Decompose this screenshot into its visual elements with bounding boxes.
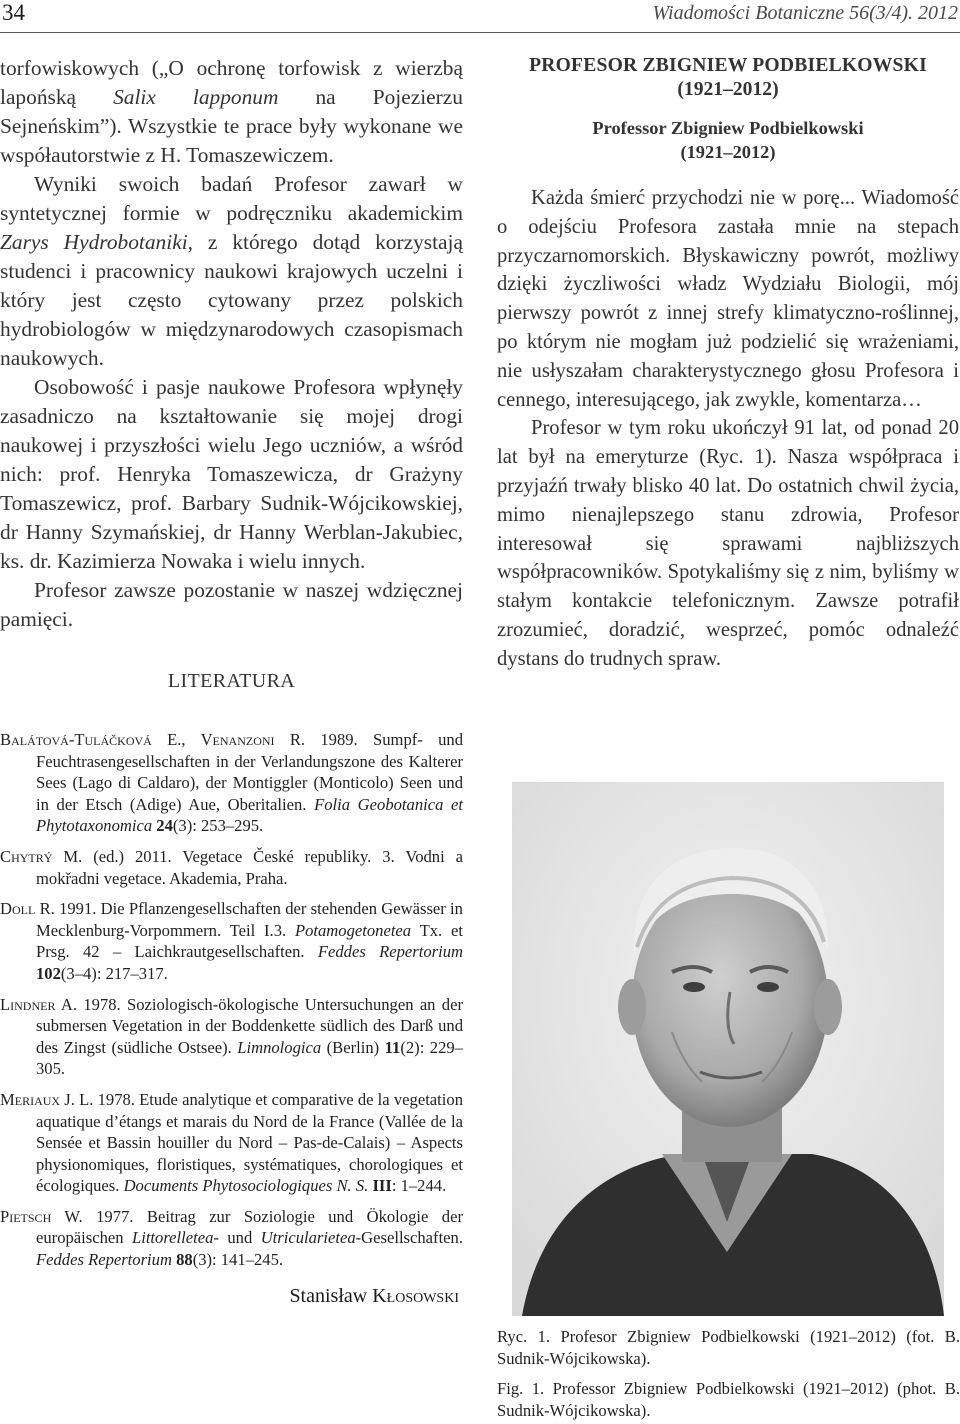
portrait-illustration xyxy=(512,782,944,1316)
reference-item: Meriaux J. L. 1978. Etude analytique et comparative de la vegetation aquatique d’étangs et marais du Nord de la France (Vallée de la Sensée et Bassin houiller du Nord – Pas-de-Calais) – Aspects physionomiques, floristiques, systématiques, chorologiques et écologiques. Documents Phytosociologiques N. S. III: 1–244. xyxy=(0,1089,463,1196)
title-polish: PROFESOR ZBIGNIEW PODBIELKOWSKI xyxy=(529,55,927,76)
reference-item: Lindner A. 1978. Soziologisch-ökologische Untersuchungen an der submersen Vegetation in der Boddenkette südlich des Darß und des Zingst (südliche Ostsee). Limnologica (Berlin) 11(2): 229–305. xyxy=(0,994,463,1079)
figure-caption-english: Fig. 1. Professor Zbigniew Podbielkowski (1921–2012) (phot. B. Sudnik-Wójcikowska). xyxy=(497,1379,960,1420)
left-body-text xyxy=(0,54,463,634)
dates-polish: (1921–2012) xyxy=(677,79,779,100)
paragraph-4: Profesor zawsze pozostanie w naszej wdzięcznej pamięci. xyxy=(0,578,463,631)
right-body-text xyxy=(497,184,959,674)
reference-item: Balátová-Tuláčková E., Venanzoni R. 1989. Sumpf- und Feuchtrasengesellschaften in der Verlandungszone des Kalterer Sees (Lago di Caldaro), der Montiggler (Monticolo) Seen und in der Etsch (Adige) Aue, Oberitalien. Folia Geobotanica et Phytotaxonomica 24(3): 253–295. xyxy=(0,730,463,836)
reference-item: Chytrý M. (ed.) 2011. Vegetace České republiky. 3. Vodni a mokřadni vegetace. Akademia, Praha. xyxy=(0,846,464,888)
dates-english: (1921–2012) xyxy=(680,142,776,162)
running-header xyxy=(0,0,960,28)
figure-caption-polish: Ryc. 1. Profesor Zbigniew Podbielkowski (1921–2012) (fot. B. Sudnik-Wójcikowska). xyxy=(497,1327,960,1368)
portrait-photo xyxy=(512,782,944,1316)
left-column xyxy=(0,54,463,1308)
author-signature: Stanisław Kłosowski xyxy=(289,1284,459,1307)
page-number: 34 xyxy=(2,0,25,25)
reference-item: Doll R. 1991. Die Pflanzengesellschaften der stehenden Gewässer in Mecklenburg-Vorpommern. Teil I.3. Potamogetonetea Tx. et Prsg. 42 – Laichkrautgesellschaften. Feddes Repertorium 102(3–4): 217–317. xyxy=(0,899,463,983)
paragraph-1: torfowiskowych („O ochronę torfowisk z wierzbą lapońską Salix lapponum na Pojezierzu Sejneńskim”). Wszystkie te prace były wykonane we współautorstwie z H. Tomaszewiczem. xyxy=(0,56,463,167)
journal-citation: Wiadomości Botaniczne 56(3/4). 2012 xyxy=(652,2,958,24)
right-column xyxy=(497,54,959,674)
paragraph-3: Osobowość i pasje naukowe Profesora wpłynęły zasadniczo na kształtowanie się mojej drogi naukowej i przyszłości wielu Jego uczniów, a wśród nich: prof. Henryka Tomaszewicza, dr Grażyny Tomaszewicz, prof. Barbary Sudnik-Wójcikowskiej, dr Hanny Szymańskiej, dr Hanny Werblan-Jakubiec, ks. dr. Kazimierza Nowaka i wielu innych. xyxy=(0,375,463,573)
header-rule xyxy=(0,32,960,33)
literature-heading: LITERATURA xyxy=(167,670,296,692)
reference-item: Pietsch W. 1977. Beitrag zur Soziologie und Ökologie der europäischen Littorelletea- und Utricularietea-Gesellschaften. Feddes Repertorium 88(3): 141–245. xyxy=(0,1206,463,1270)
paragraph-2: Profesor w tym roku ukończył 91 lat, od ponad 20 lat był na emeryturze (Ryc. 1). Nasza współpraca i przyjaźń trwały blisko 40 lat. Do ostatnich chwil życia, mimo nienajlepszego stanu zdrowia, Profesor interesował się sprawami najbliższych współpracowników. Spotykaliśmy się z nim, byliśmy w stałym kontakcie telefonicznym. Zawsze potrafił zrozumieć, doradzić, wesprzeć, pomóc odnaleźć dystans do trudnych spraw. xyxy=(497,417,959,670)
paragraph-2: Wyniki swoich badań Profesor zawarł w syntetycznej formie w podręczniku akademickim Zarys Hydrobotaniki, z którego dotąd korzystają studenci i pracownicy naukowi krajowych uczelni i który jest często cytowany przez polskich hydrobiologów w międzynarodowych czasopismach naukowych. xyxy=(0,172,463,370)
paragraph-1: Każda śmierć przychodzi nie w porę... Wiadomość o odejściu Profesora zastała mnie na stepach przyczarnomorskich. Błyskawiczny powrót, możliwy dzięki życzliwości władz Wydziału Biologii, mój pierwszy powrót z innej strefy klimatyczno-roślinnej, po którym nie mogłam już podzielić się wrażeniami, nie usłyszałam charakterystycznego głosu Profesora i cennego, interesującego, jak zwykle, komentarza… xyxy=(497,187,959,411)
reference-list xyxy=(0,729,463,1271)
title-english: Professor Zbigniew Podbielkowski xyxy=(592,118,864,138)
obituary-title-block xyxy=(497,54,959,164)
